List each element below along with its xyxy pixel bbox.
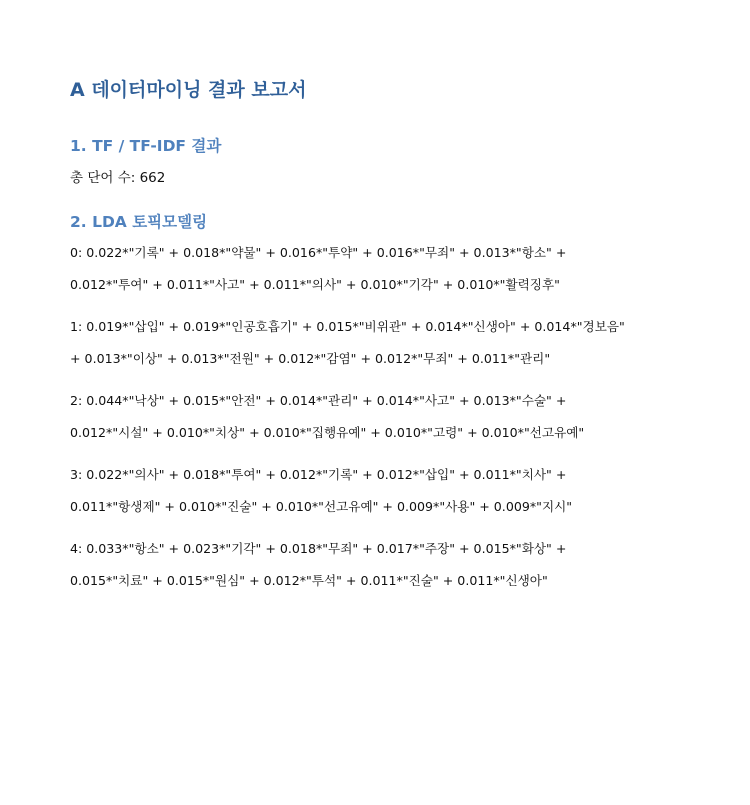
lda-topic-2 xyxy=(70,385,710,449)
total-word-count: 총 단어 수: 662 xyxy=(70,170,166,186)
topic-line: 4: 0.033*"항소" + 0.023*"기각" + 0.018*"무죄" + 0.017*"주장" + 0.015*"화상" + xyxy=(70,541,567,556)
topic-line: 1: 0.019*"삽입" + 0.019*"인공호흡기" + 0.015*"비위관" + 0.014*"신생아" + 0.014*"경보음" xyxy=(70,319,625,334)
section-heading-lda: 2. LDA 토픽모델링 xyxy=(70,213,208,231)
topic-line: 0.011*"항생제" + 0.010*"진술" + 0.010*"선고유예" + 0.009*"사용" + 0.009*"지시" xyxy=(70,499,573,514)
topic-line: + 0.013*"이상" + 0.013*"전원" + 0.012*"감염" + 0.012*"무죄" + 0.011*"관리" xyxy=(70,351,551,366)
lda-topic-3 xyxy=(70,459,710,523)
topic-line: 2: 0.044*"낙상" + 0.015*"안전" + 0.014*"관리" + 0.014*"사고" + 0.013*"수술" + xyxy=(70,393,567,408)
topic-line: 0: 0.022*"기록" + 0.018*"약물" + 0.016*"투약" + 0.016*"무죄" + 0.013*"항소" + xyxy=(70,245,567,260)
lda-topic-1 xyxy=(70,311,710,375)
document-page xyxy=(70,72,710,607)
report-title: A 데이터마이닝 결과 보고서 xyxy=(70,79,307,101)
topic-line: 0.012*"투여" + 0.011*"사고" + 0.011*"의사" + 0.010*"기각" + 0.010*"활력징후" xyxy=(70,277,560,292)
topic-line: 3: 0.022*"의사" + 0.018*"투여" + 0.012*"기록" + 0.012*"삽입" + 0.011*"치사" + xyxy=(70,467,567,482)
lda-topic-4 xyxy=(70,533,710,597)
section-heading-tf-idf: 1. TF / TF-IDF 결과 xyxy=(70,137,222,155)
lda-topic-0 xyxy=(70,237,710,301)
topic-line: 0.015*"치료" + 0.015*"원심" + 0.012*"투석" + 0.011*"진술" + 0.011*"신생아" xyxy=(70,573,548,588)
topic-line: 0.012*"시설" + 0.010*"치상" + 0.010*"집행유예" + 0.010*"고령" + 0.010*"선고유예" xyxy=(70,425,585,440)
